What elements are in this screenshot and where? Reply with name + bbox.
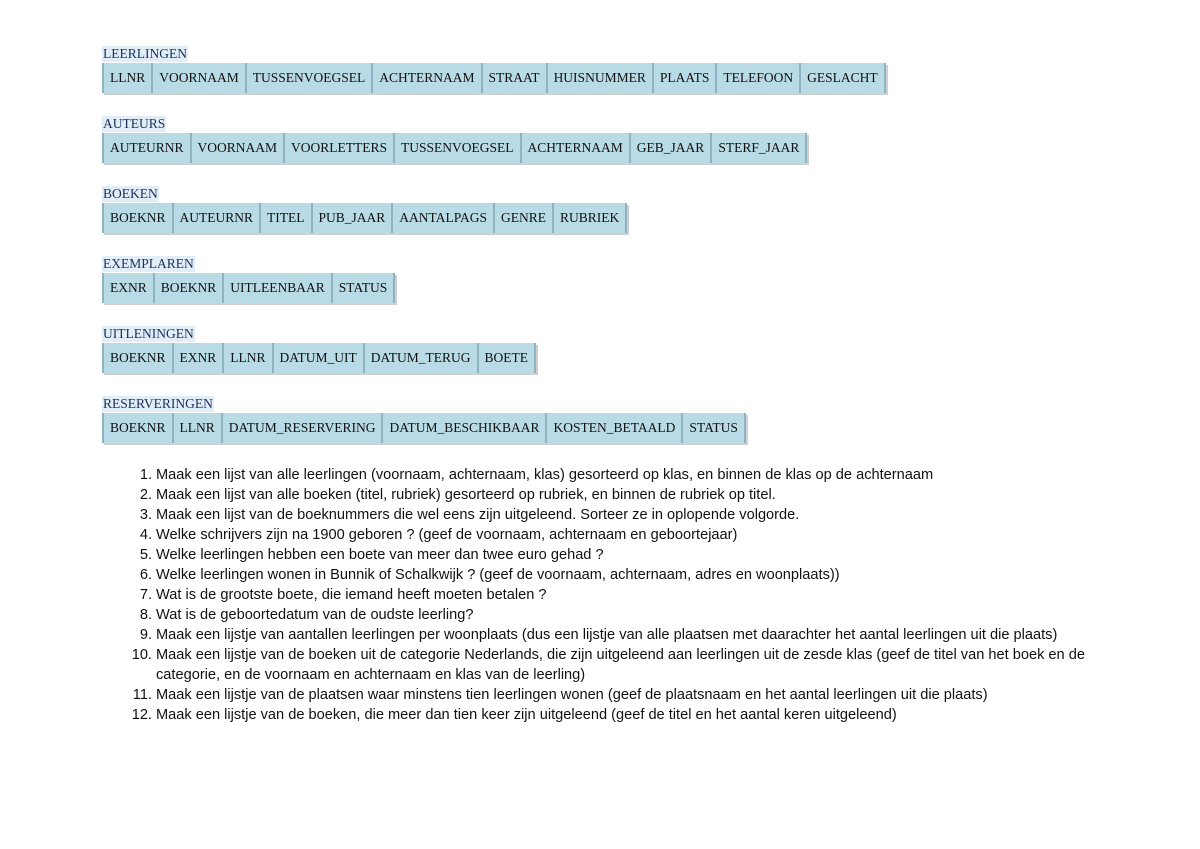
question-text: Welke schrijvers zijn na 1900 geboren ? (geef de voornaam, achternaam en geboortejaar) xyxy=(156,527,738,543)
question-number: 5. xyxy=(139,547,152,563)
question-item xyxy=(102,485,1102,505)
question-number: 2. xyxy=(139,487,152,503)
table-name: UITLENINGEN xyxy=(103,326,194,341)
table-fields-row xyxy=(102,133,807,163)
table-field: EXNR xyxy=(102,273,153,303)
question-number: 12. xyxy=(131,707,152,723)
table-field: LLNR xyxy=(102,63,151,93)
table-field: EXNR xyxy=(172,343,223,373)
question-number: 10. xyxy=(131,647,152,663)
question-number: 8. xyxy=(139,607,152,623)
table-field: BOEKNR xyxy=(102,343,172,373)
table-field: HUISNUMMER xyxy=(546,63,652,93)
question-item xyxy=(102,465,1102,485)
table-field: AUTEURNR xyxy=(172,203,260,233)
table-field: BOETE xyxy=(477,343,537,373)
question-text: Wat is de grootste boete, die iemand heeft moeten betalen ? xyxy=(156,587,547,603)
table-field: PLAATS xyxy=(652,63,716,93)
table-field: ACHTERNAAM xyxy=(520,133,629,163)
question-number: 1. xyxy=(139,467,152,483)
schema-document xyxy=(102,45,1102,723)
question-item xyxy=(102,525,1102,545)
table-field: STERF_JAAR xyxy=(710,133,807,163)
table-field: GENRE xyxy=(493,203,552,233)
table-field: LLNR xyxy=(172,413,221,443)
table-field: STRAAT xyxy=(481,63,546,93)
table-field: ACHTERNAAM xyxy=(371,63,480,93)
table-field: TITEL xyxy=(259,203,310,233)
table-field: AANTALPAGS xyxy=(391,203,493,233)
table-field: VOORNAAM xyxy=(190,133,284,163)
question-item xyxy=(102,705,1102,725)
table-field: DATUM_BESCHIKBAAR xyxy=(381,413,545,443)
question-text: Wat is de geboortedatum van de oudste leerling? xyxy=(156,607,474,623)
question-item xyxy=(102,585,1102,605)
table-field: DATUM_RESERVERING xyxy=(221,413,382,443)
table-field: LLNR xyxy=(222,343,271,373)
question-number: 7. xyxy=(139,587,152,603)
table-field: GEB_JAAR xyxy=(629,133,711,163)
table-field: AUTEURNR xyxy=(102,133,190,163)
table-field: RUBRIEK xyxy=(552,203,627,233)
question-text: Maak een lijstje van de plaatsen waar minstens tien leerlingen wonen (geef de plaatsnaam en het aantal leerlingen uit die plaats) xyxy=(156,687,988,703)
table-block xyxy=(102,115,1102,163)
table-block xyxy=(102,325,1102,373)
question-number: 4. xyxy=(139,527,152,543)
table-field: PUB_JAAR xyxy=(311,203,392,233)
question-text: Maak een lijst van de boeknummers die wel eens zijn uitgeleend. Sorteer ze in oplopende volgorde. xyxy=(156,507,800,523)
table-field: TUSSENVOEGSEL xyxy=(245,63,372,93)
table-field: BOEKNR xyxy=(102,203,172,233)
table-fields-row xyxy=(102,63,886,93)
table-block xyxy=(102,45,1102,93)
table-field: TELEFOON xyxy=(715,63,799,93)
question-item xyxy=(102,625,1102,645)
question-text: Maak een lijst van alle leerlingen (voornaam, achternaam, klas) gesorteerd op klas, en binnen de klas op de achternaam xyxy=(156,467,934,483)
table-field: BOEKNR xyxy=(102,413,172,443)
question-number: 11. xyxy=(132,687,152,703)
question-item xyxy=(102,565,1102,585)
table-name: BOEKEN xyxy=(103,186,158,201)
table-name: EXEMPLAREN xyxy=(103,256,194,271)
table-fields-row xyxy=(102,343,536,373)
table-name: RESERVERINGEN xyxy=(103,396,213,411)
question-item xyxy=(102,505,1102,525)
table-field: GESLACHT xyxy=(799,63,886,93)
question-item xyxy=(102,605,1102,625)
question-item xyxy=(102,645,1102,685)
question-list xyxy=(102,465,1102,725)
table-name: AUTEURS xyxy=(103,116,166,131)
table-field: DATUM_UIT xyxy=(272,343,363,373)
question-text: Maak een lijstje van de boeken, die meer dan tien keer zijn uitgeleend (geef de titel en het aantal keren uitgeleend) xyxy=(156,707,897,723)
table-block xyxy=(102,395,1102,443)
table-field: KOSTEN_BETAALD xyxy=(545,413,681,443)
table-field: TUSSENVOEGSEL xyxy=(393,133,520,163)
table-fields-row xyxy=(102,203,627,233)
question-text: Maak een lijstje van aantallen leerlingen per woonplaats (dus een lijstje van alle plaatsen met daarachter het aantal leerlingen uit die plaats) xyxy=(156,627,1058,643)
table-name: LEERLINGEN xyxy=(103,46,187,61)
table-fields-row xyxy=(102,273,395,303)
table-block xyxy=(102,255,1102,303)
question-number: 3. xyxy=(139,507,152,523)
question-text: Welke leerlingen hebben een boete van meer dan twee euro gehad ? xyxy=(156,547,604,563)
question-item xyxy=(102,545,1102,565)
table-block xyxy=(102,185,1102,233)
table-field: STATUS xyxy=(331,273,395,303)
table-field: VOORNAAM xyxy=(151,63,245,93)
table-schema-list xyxy=(102,45,1102,443)
table-fields-row xyxy=(102,413,746,443)
question-number: 6. xyxy=(139,567,152,583)
table-field: BOEKNR xyxy=(153,273,223,303)
question-item xyxy=(102,685,1102,705)
question-text: Maak een lijst van alle boeken (titel, rubriek) gesorteerd op rubriek, en binnen de rubriek op titel. xyxy=(156,487,776,503)
table-field: DATUM_TERUG xyxy=(363,343,477,373)
table-field: UITLEENBAAR xyxy=(222,273,331,303)
question-number: 9. xyxy=(139,627,152,643)
table-field: STATUS xyxy=(681,413,745,443)
table-field: VOORLETTERS xyxy=(283,133,393,163)
question-text: Maak een lijstje van de boeken uit de categorie Nederlands, die zijn uitgeleend aan leerlingen uit de zesde klas (geef de titel van het boek en de categorie, en de voornaam en achternaam en klas van de leerling) xyxy=(156,647,1085,683)
question-text: Welke leerlingen wonen in Bunnik of Schalkwijk ? (geef de voornaam, achternaam, adres en woonplaats)) xyxy=(156,567,840,583)
